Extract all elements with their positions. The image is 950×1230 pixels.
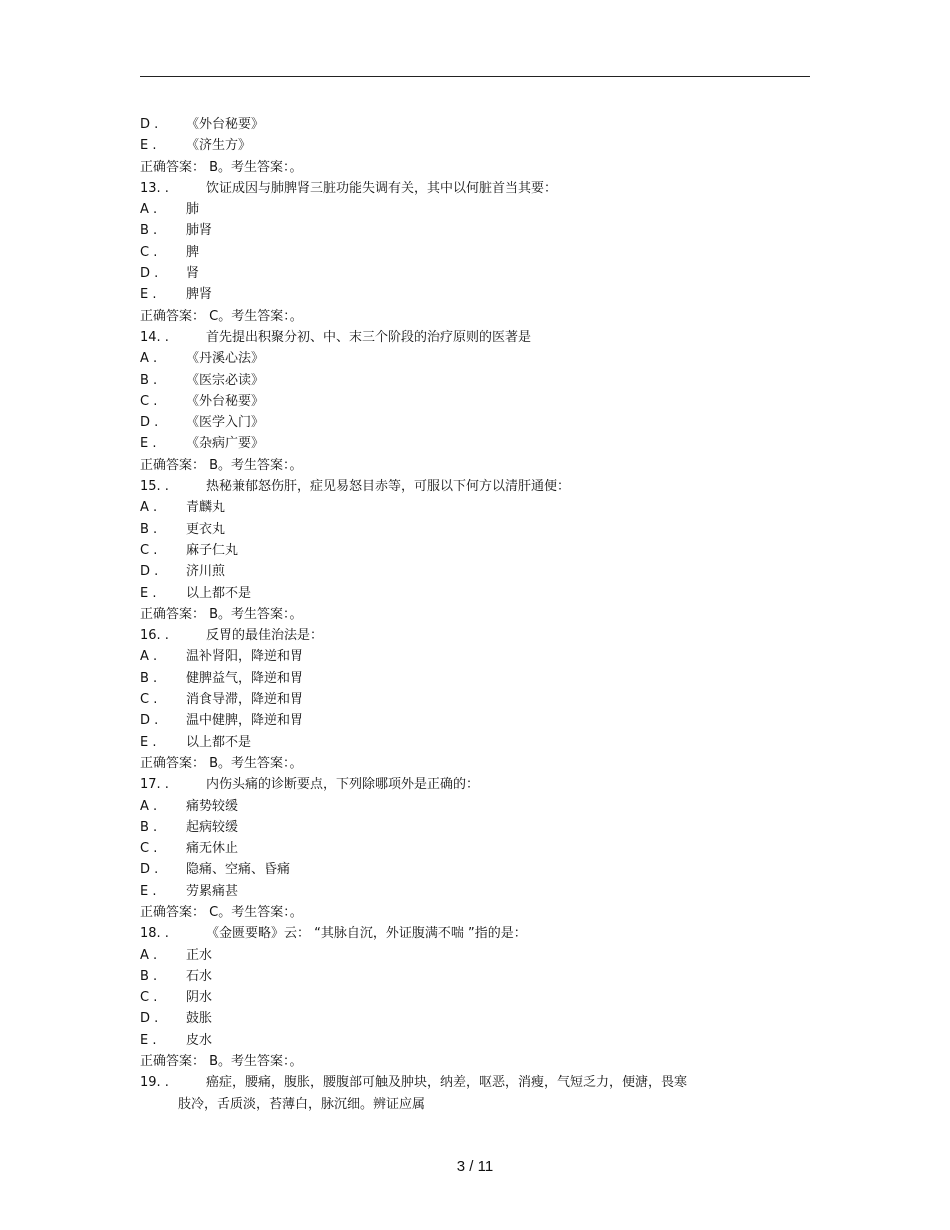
option-label: E .	[140, 436, 157, 452]
option-text: 健脾益气，降逆和胃	[186, 670, 304, 686]
option-line	[140, 348, 800, 369]
question-text: 热秘兼郁怒伤肝，症见易怒目赤等，可服以下何方以清肝通便：	[206, 479, 571, 495]
option-label: B .	[140, 521, 158, 537]
option-label: C .	[140, 244, 158, 260]
option-text: 痛无休止	[186, 841, 239, 857]
option-label: E .	[140, 287, 157, 303]
question-text: 内伤头痛的诊断要点，下列除哪项外是正确的：	[206, 777, 480, 793]
option-label: D .	[140, 117, 159, 132]
question-text: 《金匮要略》云： “其脉自沉，外证腹满不喘 ”指的是：	[206, 926, 527, 942]
option-text: 《外台秘要》	[186, 117, 265, 132]
option-line	[140, 838, 800, 859]
question-text: 首先提出积聚分初、中、末三个阶段的治疗原则的医著是	[206, 329, 532, 345]
answer-text: 正确答案： B。考生答案：。	[140, 755, 303, 771]
option-text: 以上都不是	[186, 734, 252, 750]
option-text: 劳累痛甚	[186, 883, 239, 899]
question-line	[140, 923, 800, 944]
option-label: E .	[140, 883, 157, 899]
option-text: 《杂病广要》	[186, 436, 265, 452]
header-rule	[140, 76, 810, 77]
question-text: 反胃的最佳治法是：	[206, 628, 324, 644]
option-line	[140, 242, 800, 263]
option-text: 《济生方》	[186, 138, 252, 154]
option-text: 起病较缓	[186, 819, 239, 835]
option-text: 《医宗必读》	[186, 372, 265, 388]
option-line	[140, 817, 800, 838]
answer-line	[140, 157, 800, 178]
option-label: C .	[140, 542, 158, 558]
option-text: 济川煎	[186, 564, 226, 580]
answer-text: 正确答案： B。考生答案：。	[140, 457, 303, 473]
option-text: 青麟丸	[186, 500, 226, 516]
option-text: 脾肾	[186, 287, 213, 303]
option-line	[140, 412, 800, 433]
question-number: 16. .	[140, 628, 169, 644]
question-number: 15. .	[140, 479, 169, 495]
question-number: 19. .	[140, 1075, 169, 1091]
option-text: 石水	[186, 968, 213, 984]
option-label: A .	[140, 947, 158, 963]
answer-text: 正确答案： B。考生答案：。	[140, 1054, 303, 1070]
option-label: D .	[140, 415, 159, 431]
option-text: 隐痛、空痛、昏痛	[186, 862, 291, 878]
question-continuation	[140, 1094, 800, 1115]
option-label: C .	[140, 692, 158, 708]
question-text: 癌症，腰痛，腹胀，腰腹部可触及肿块，纳差，呕恶，消瘦，气短乏力，便溏，畏寒	[206, 1075, 688, 1091]
question-line	[140, 476, 800, 497]
page-number: 3 / 11	[456, 1158, 494, 1175]
answer-text: 正确答案： C。考生答案：。	[140, 308, 303, 324]
option-label: B .	[140, 670, 158, 686]
option-label: A .	[140, 649, 158, 665]
option-line	[140, 220, 800, 241]
option-line	[140, 859, 800, 880]
answer-text: 正确答案： B。考生答案：。	[140, 606, 303, 622]
option-line	[140, 263, 800, 284]
option-text: 脾	[186, 244, 200, 260]
option-text: 鼓胀	[186, 1011, 213, 1027]
option-label: D .	[140, 713, 159, 729]
option-line	[140, 987, 800, 1008]
answer-text: 正确答案： C。考生答案：。	[140, 904, 303, 920]
option-label: B .	[140, 968, 158, 984]
question-number: 18. .	[140, 926, 169, 942]
option-text: 以上都不是	[186, 585, 252, 601]
option-line	[140, 710, 800, 731]
option-line	[140, 796, 800, 817]
option-line	[140, 114, 800, 135]
option-line	[140, 668, 800, 689]
option-label: E .	[140, 1032, 157, 1048]
option-label: A .	[140, 500, 158, 516]
option-text: 肺肾	[186, 223, 213, 239]
question-line	[140, 1072, 800, 1093]
option-label: A .	[140, 202, 158, 218]
option-line	[140, 135, 800, 156]
answer-line	[140, 306, 800, 327]
answer-line	[140, 455, 800, 476]
option-label: E .	[140, 585, 157, 601]
answer-line	[140, 753, 800, 774]
question-text: 饮证成因与肺脾肾三脏功能失调有关，其中以何脏首当其要：	[206, 180, 558, 196]
option-line	[140, 284, 800, 305]
option-text: 肾	[186, 266, 200, 282]
option-line	[140, 561, 800, 582]
question-line	[140, 178, 800, 199]
option-line	[140, 391, 800, 412]
question-list	[140, 114, 800, 1115]
option-text: 皮水	[186, 1032, 213, 1048]
option-line	[140, 1030, 800, 1051]
option-line	[140, 540, 800, 561]
option-label: C .	[140, 990, 158, 1006]
option-label: D .	[140, 564, 159, 580]
option-label: B .	[140, 819, 158, 835]
option-text: 更衣丸	[186, 521, 226, 537]
option-line	[140, 583, 800, 604]
option-line	[140, 966, 800, 987]
answer-line	[140, 1051, 800, 1072]
option-line	[140, 881, 800, 902]
option-line	[140, 497, 800, 518]
option-line	[140, 945, 800, 966]
option-text: 《外台秘要》	[186, 393, 265, 409]
option-line	[140, 689, 800, 710]
option-text: 温补肾阳，降逆和胃	[186, 649, 304, 665]
option-text: 正水	[186, 947, 213, 963]
option-label: D .	[140, 1011, 159, 1027]
option-label: B .	[140, 223, 158, 239]
question-number: 13. .	[140, 180, 169, 196]
question-line	[140, 327, 800, 348]
option-label: A .	[140, 351, 158, 367]
option-line	[140, 199, 800, 220]
option-line	[140, 519, 800, 540]
question-line	[140, 625, 800, 646]
question-number: 17. .	[140, 777, 169, 793]
option-line	[140, 433, 800, 454]
option-text: 麻子仁丸	[186, 542, 239, 558]
option-label: C .	[140, 841, 158, 857]
option-label: D .	[140, 862, 159, 878]
option-line	[140, 1008, 800, 1029]
option-label: B .	[140, 372, 158, 388]
question-text: 肢冷，舌质淡，苔薄白，脉沉细。辨证应属	[178, 1096, 426, 1112]
option-label: C .	[140, 393, 158, 409]
answer-line	[140, 902, 800, 923]
answer-line	[140, 604, 800, 625]
option-line	[140, 646, 800, 667]
option-label: E .	[140, 138, 157, 154]
option-line	[140, 370, 800, 391]
option-text: 痛势较缓	[186, 798, 239, 814]
option-label: D .	[140, 266, 159, 282]
option-label: E .	[140, 734, 157, 750]
option-line	[140, 732, 800, 753]
option-text: 消食导滞，降逆和胃	[186, 692, 304, 708]
option-text: 《医学入门》	[186, 415, 265, 431]
option-text: 肺	[186, 202, 200, 218]
question-number: 14. .	[140, 329, 169, 345]
question-line	[140, 774, 800, 795]
option-text: 《丹溪心法》	[186, 351, 265, 367]
option-text: 温中健脾，降逆和胃	[186, 713, 304, 729]
answer-text: 正确答案： B。考生答案：。	[140, 159, 303, 175]
option-label: A .	[140, 798, 158, 814]
option-text: 阴水	[186, 990, 213, 1006]
